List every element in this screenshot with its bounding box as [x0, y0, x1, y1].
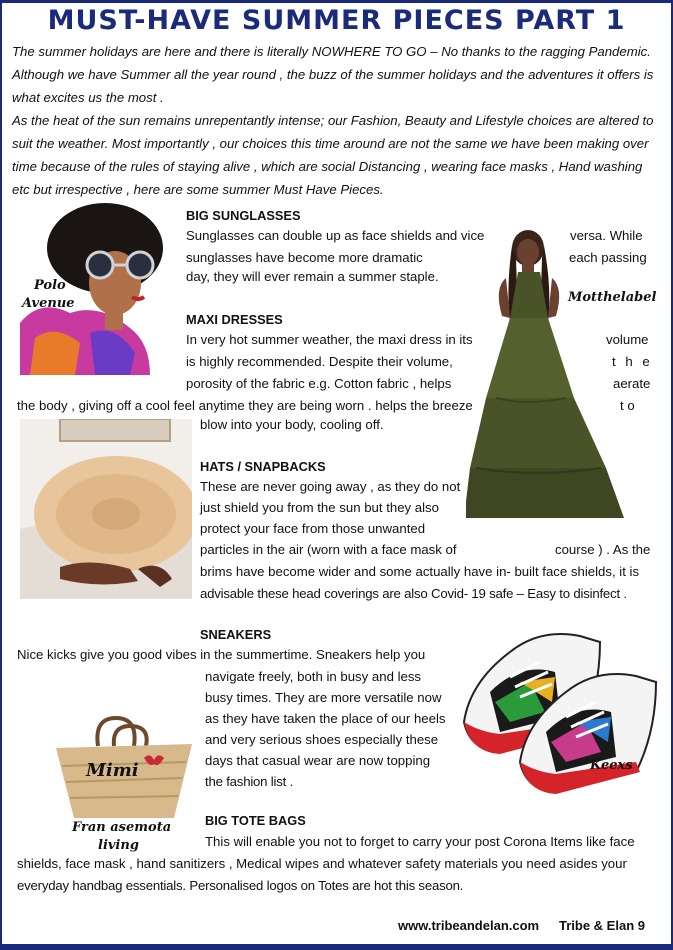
- sneakers-line: navigate freely, both in busy and less: [205, 669, 422, 684]
- hats-heading: HATS / SNAPBACKS: [200, 459, 326, 474]
- sneakers-line: days that casual wear are now topping: [205, 753, 431, 768]
- maxi-line: porosity of the fabric e.g. Cotton fabric , helps: [186, 376, 452, 391]
- maxi-line: t o: [620, 398, 635, 413]
- sunglasses-line: day, they will ever remain a summer staple.: [186, 269, 439, 284]
- bottom-frame-bar: [0, 944, 673, 950]
- sunglasses-line: versa. While: [570, 228, 643, 243]
- hats-line: These are never going away , as they do not: [200, 479, 461, 494]
- hats-line: protect your face from those unwanted: [200, 521, 426, 536]
- maxi-line: the body , giving off a cool feel anytime they are being worn . helps the breeze: [17, 398, 473, 413]
- sneakers-image: [460, 622, 660, 800]
- keexs-credit: Keexs: [590, 758, 633, 773]
- fran-credit-1: Fran asemota: [72, 820, 172, 835]
- sneakers-line: as they have taken the place of our heels: [205, 711, 446, 726]
- sunglasses-line: Sunglasses can double up as face shields and vice: [186, 228, 485, 243]
- intro-text: [12, 40, 662, 201]
- hats-line: course ) . As the: [555, 542, 651, 557]
- sunglasses-heading: BIG SUNGLASSES: [186, 208, 301, 223]
- maxi-line: blow into your body, cooling off.: [200, 417, 384, 432]
- left-frame-bar: [0, 0, 2, 950]
- sneakers-line: and very serious shoes especially these: [205, 732, 439, 747]
- maxi-line: is highly recommended. Despite their volume,: [186, 354, 453, 369]
- hats-line: brims have become wider and some actually have in- built face shields, it is: [200, 564, 640, 579]
- tote-logo-mimi: Mimi: [86, 760, 139, 781]
- maxi-dress-woman-image: [466, 228, 626, 528]
- tote-heading: BIG TOTE BAGS: [205, 813, 306, 828]
- maxi-line: volume: [606, 332, 649, 347]
- intro-paragraph-1: The summer holidays are here and there is literally NOWHERE TO GO – No thanks to the ragging Pandemic. Although we have Summer all the year round , the buzz of the summer holidays and the adventures it offers is what excites us the most .: [12, 44, 654, 105]
- motthelabel-credit: Motthelabel: [568, 290, 657, 305]
- maxi-line: t h e: [612, 354, 653, 369]
- sunglasses-line: sunglasses have become more dramatic: [186, 250, 423, 265]
- tote-line: everyday handbag essentials. Personalised logos on Totes are hot this season.: [17, 878, 464, 893]
- straw-hat-image: [20, 419, 192, 599]
- hats-line: particles in the air (worn with a face mask of: [200, 542, 457, 557]
- fran-credit-2: living: [98, 838, 139, 853]
- maxi-line: aerate: [613, 376, 651, 391]
- polo-credit-2: Avenue: [22, 296, 75, 311]
- hats-line: advisable these head coverings are also Covid- 19 safe – Easy to disinfect .: [200, 586, 627, 601]
- footer-page: Tribe & Elan 9: [559, 918, 645, 933]
- maxi-line: In very hot summer weather, the maxi dress in its: [186, 332, 473, 347]
- hats-line: just shield you from the sun but they also: [200, 500, 439, 515]
- sneakers-line: the fashion list .: [205, 774, 294, 789]
- maxi-heading: MAXI DRESSES: [186, 312, 283, 327]
- sneakers-line: busy times. They are more versatile now: [205, 690, 442, 705]
- footer-url: www.tribeandelan.com: [398, 918, 540, 933]
- tote-line: This will enable you not to forget to carry your post Corona Items like face: [205, 834, 635, 849]
- sunglasses-line: each passing: [569, 250, 647, 265]
- polo-credit-1: Polo: [34, 278, 66, 293]
- sneakers-line: Nice kicks give you good vibes in the summertime. Sneakers help you: [17, 647, 426, 662]
- intro-paragraph-2: As the heat of the sun remains unrepentantly intense; our Fashion, Beauty and Lifestyle choices are altered to suit the weather. Most importantly , our choices this time around are not the same we have been making over time because of the rules of staying alive , which are social Distancing , wearing face masks , Hand washing etc but irrespective , here are some summer Must Have Pieces.: [12, 113, 654, 197]
- tote-line: shields, face mask , hand sanitizers , Medical wipes and whatever safety materials you need asides your: [17, 856, 627, 871]
- page-title: MUST-HAVE SUMMER PIECES PART 1: [47, 5, 626, 36]
- sneakers-heading: SNEAKERS: [200, 627, 272, 642]
